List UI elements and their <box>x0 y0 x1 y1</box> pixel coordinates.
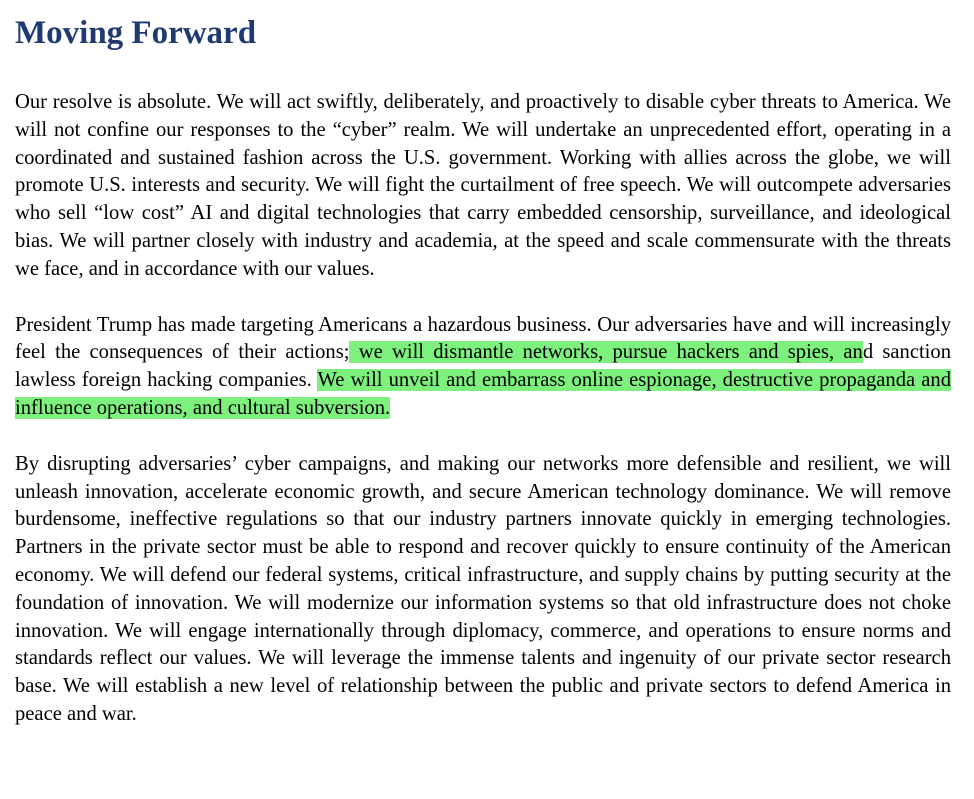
paragraph-president <box>15 312 951 423</box>
paragraph-president-text-1: President Trump has made targeting Americans a hazardous business. Our adversaries have and will increasingly feel the consequences of their actions; <box>15 313 951 364</box>
paragraph-president-text-2: d sanction lawless foreign hacking companies. <box>15 341 951 392</box>
paragraph-resolve: Our resolve is absolute. We will act swiftly, deliberately, and proactively to disable cyber threats to America. We will not confine our responses to the “cyber” realm. We will undertake an unprecedented effort, operating in a coordinated and sustained fashion across the U.S. government. Working with allies across the globe, we will promote U.S. interests and security. We will fight the curtailment of free speech. We will outcompete adversaries who sell “low cost” AI and digital technologies that carry embedded censorship, surveillance, and ideological bias. We will partner closely with industry and academia, at the speed and scale commensurate with the threats we face, and in accordance with our values. <box>15 91 951 280</box>
section-title: Moving Forward <box>15 15 257 51</box>
paragraph-disrupting: By disrupting adversaries’ cyber campaigns, and making our networks more defensible and resilient, we will unleash innovation, accelerate economic growth, and secure American technology dominance. We will remove burdensome, ineffective regulations so that our industry partners innovate quickly in emerging technologies. Partners in the private sector must be able to respond and recover quickly to ensure continuity of the American economy. We will defend our federal systems, critical infrastructure, and supply chains by putting security at the foundation of innovation. We will modernize our information systems so that old infrastructure does not choke innovation. We will engage internationally through diplomacy, commerce, and operations to ensure norms and standards reflect our values. We will leverage the immense talents and ingenuity of our private sector research base. We will establish a new level of relationship between the public and private sectors to defend America in peace and war. <box>15 452 951 725</box>
highlighted-text-1: we will dismantle networks, pursue hackers and spies, an <box>349 341 863 364</box>
highlighted-text-2: We will unveil and embarrass online espionage, destructive propaganda and influence operations, and cultural subversion. <box>15 369 951 419</box>
document-page <box>15 10 951 729</box>
